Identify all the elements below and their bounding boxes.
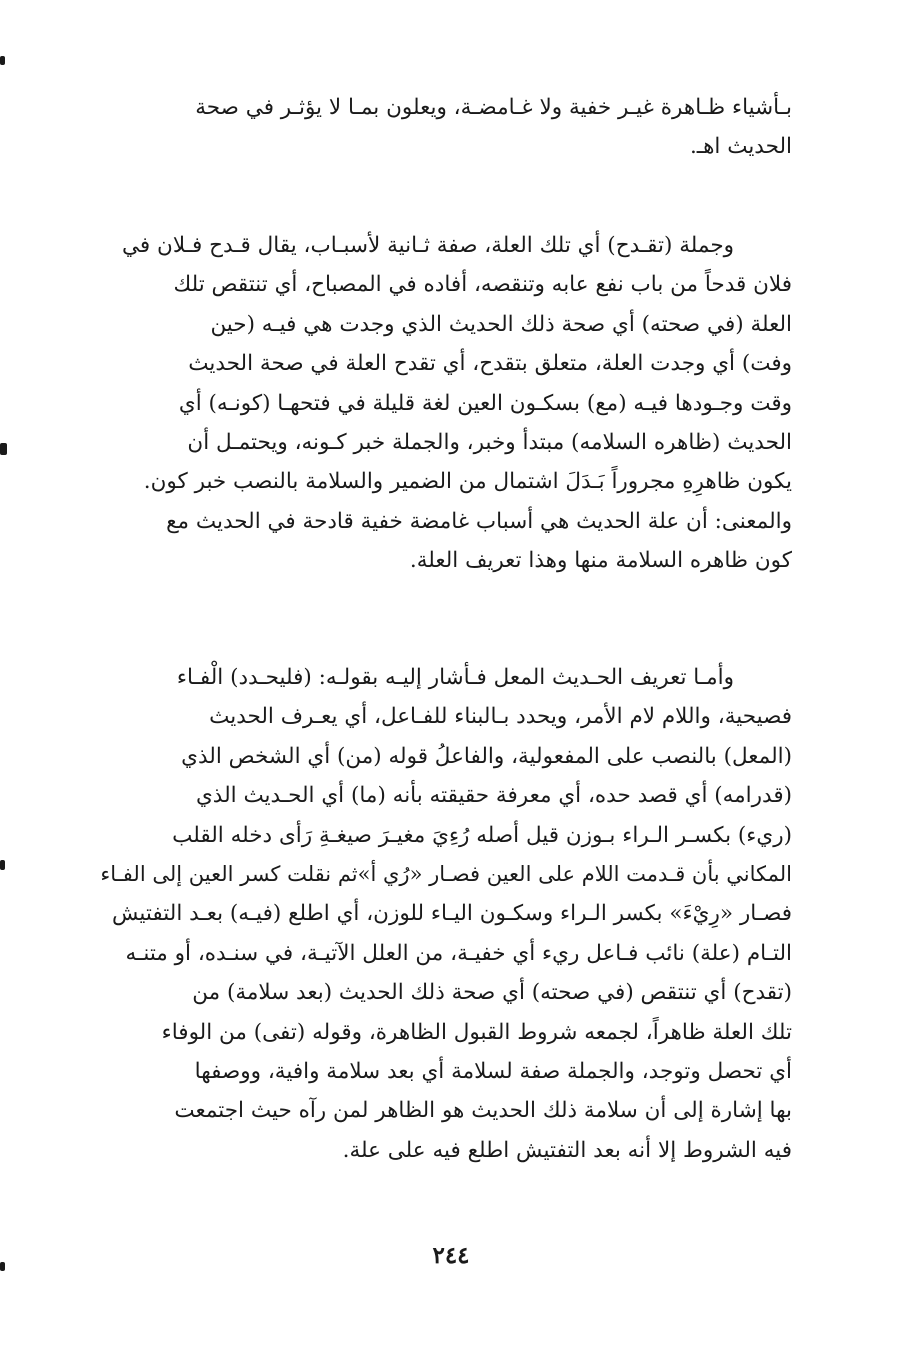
scan-margin-mark (0, 860, 5, 870)
text-line: وفت) أي وجدت العلة، متعلق بتقدح، أي تقدح العلة في صحة الحديث (188, 351, 792, 377)
text-line: (قدرامه) أي قصد حده، أي معرفة حقيقته بأنه (ما) أي الحـديث الذي (195, 783, 792, 809)
text-line: أي تحصل وتوجد، والجملة صفة لسلامة أي بعد سلامة وافية، ووصفها (194, 1059, 792, 1085)
text-line: فيه الشروط إلا أنه بعد التفتيش اطلع فيه على علة. (342, 1137, 792, 1163)
text-line: بـأشياء ظـاهرة غيـر خفية ولا غـامضـة، ويعلون بمـا لا يؤثـر في صحة (195, 95, 792, 120)
text-line: يكون ظاهرِهِ مجروراً بَـدَلَ اشتمال من الضمير والسلامة بالنصب خبر كون. (143, 469, 792, 495)
page-number: ٢٤٤ (432, 1242, 470, 1269)
text-line: الحديث اهـ. (689, 134, 792, 160)
paragraph-muall-definition (92, 658, 792, 1170)
text-line: الحديث (ظاهره السلامه) مبتدأ وخبر، والجملة خبر كـونه، ويحتمـل أن (187, 430, 792, 456)
paragraph-illa-definition (92, 226, 792, 581)
text-line: فصـار «رِيْءَ» بكسر الـراء وسكـون اليـاء للوزن، أي اطلع (فيـه) بعـد التفتيش (112, 901, 792, 927)
text-line: فصيحية، واللام لام الأمر، ويحدد بـالبناء للفـاعل، أي يعـرف الحديث (209, 704, 792, 730)
text-line: وقت وجـودها فيـه (مع) بسكـون العين لغة قليلة في فتحهـا (كونـه) أي (178, 390, 792, 416)
text-line: فلان قدحاً من باب نفع عابه وتنقصه، أفاده في المصباح، أي تنتقص تلك (173, 272, 792, 298)
text-line: كون ظاهره السلامة منها وهذا تعريف العلة. (409, 548, 792, 574)
text-line: والمعنى: أن علة الحديث هي أسباب غامضة خفية قادحة في الحديث مع (166, 508, 792, 534)
text-line: وأمـا تعريف الحـديث المعل فـأشار إليـه بقولـه: (فليحـدد) الْفـاء (176, 665, 734, 690)
text-line: وجملة (تقـدح) أي تلك العلة، صفة ثـانية لأسبـاب، يقال قـدح فـلان في (122, 233, 734, 258)
text-line: بها إشارة إلى أن سلامة ذلك الحديث هو الظاهر لمن رآه حيث اجتمعت (174, 1098, 792, 1124)
scan-margin-mark (0, 56, 5, 65)
text-line: (ريء) بكسـر الـراء بـوزن قيل أصله رُءِيَ مغيـرَ صيغـةِ رَأى دخله القلب (172, 822, 792, 848)
text-line: العلة (في صحته) أي صحة ذلك الحديث الذي وجدت هي فيـه (حين (210, 311, 792, 337)
text-line: التـام (علة) نائب فـاعل ريء أي خفيـة، من العلل الآتيـة، في سنـده، أو متنـه (125, 940, 792, 966)
scan-margin-mark (0, 1262, 5, 1271)
text-line: المكاني بأن قـدمت اللام على العين فصـار «رُي أ»ثم نقلت كسر العين إلى الفـاء (100, 862, 792, 887)
text-line: (تقدح) أي تنتقص (في صحته) أي صحة ذلك الحديث (بعد سلامة) من (192, 980, 792, 1006)
paragraph-continuation (92, 88, 792, 167)
scan-margin-mark (0, 443, 7, 455)
text-line: (المعل) بالنصب على المفعولية، والفاعلُ قوله (من) أي الشخص الذي (181, 743, 792, 769)
text-line: تلك العلة ظاهراً، لجمعه شروط القبول الظاهرة، وقوله (تفى) من الوفاء (161, 1019, 792, 1045)
